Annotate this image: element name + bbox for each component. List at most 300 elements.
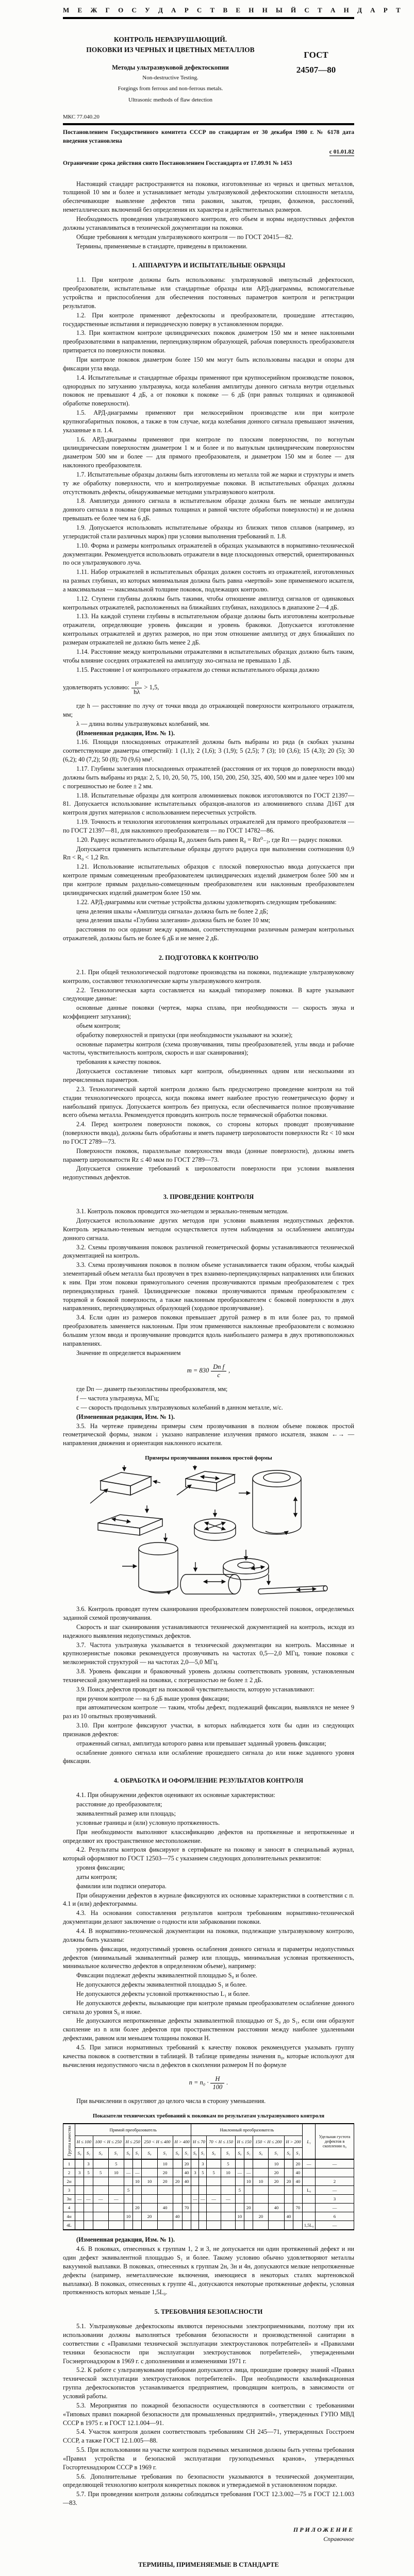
standard-number-line2: 24507—80: [296, 64, 336, 75]
qt-value-cell: [157, 2221, 173, 2230]
qt-header-cell: H ≤ 250: [124, 2136, 142, 2147]
qt-value-cell: 10: [269, 2159, 284, 2168]
formula-lhs: m = 830: [187, 1367, 209, 1375]
qt-value-cell: [93, 2204, 108, 2212]
paragraph: ослабление донного сигнала или ослабление прошедшего сигнала до или ниже заданного уровня фиксации.: [63, 1749, 354, 1765]
qt-value-cell: 10: [235, 2212, 244, 2221]
formula-denominator: 100: [212, 2083, 223, 2091]
mks-rule: [63, 123, 354, 125]
paragraph: даты контроля;: [76, 1873, 118, 1880]
formula-tail: > 1,5,: [144, 684, 159, 691]
qt-group-cell: 2н: [63, 2177, 75, 2186]
paragraph: обработку поверхностей и припуски (при необходимости указывают на эскизе);: [76, 1031, 293, 1039]
paragraph: 3.8. Уровень фиксации и браковочный уровень должны соответствовать уровням, установленным технической документацией на поковки, с погрешностью не более ± 2 дБ.: [63, 1668, 354, 1684]
qt-value-cell: 1,5L₀: [303, 2221, 316, 2230]
qt-value-cell: —: [84, 2195, 93, 2204]
qt-value-cell: 10: [221, 2168, 236, 2177]
qt-value-cell: [269, 2186, 284, 2195]
paragraph: Скорость и шаг сканирования устанавливаются технической документацией на контроль, исходя из надежного выявления недопустимых дефектов.: [63, 1623, 354, 1639]
paragraph: 3.3. Схема прозвучивания поковок в полном объеме устанавливается таким образом, чтобы каждый элементарный объем металла был прозвучен в трех взаимно-перпендикулярных направлениях или близких к ним. При этом поковки прямоугольного сечения прозвучиваются прямым преобразователем с трех перпендикулярных граней. Цилиндрические поковки прозвучиваются прямым преобразователем с торцевой и боковой поверхности, а также наклонным преобразователем с боковой поверхности в двух направлениях, перпендикулярных образующей (хордовое прозвучивание).: [63, 1261, 354, 1312]
qt-value-cell: —: [124, 2168, 133, 2177]
qt-header-cell: Наклонный преобразователь: [191, 2124, 303, 2136]
paragraph: требования к качеству поковок.: [76, 1058, 161, 1066]
qt-header-cell: S₁: [108, 2147, 124, 2159]
figure-wrap: [63, 1465, 354, 1600]
qt-value-cell: —: [93, 2195, 108, 2204]
decree-text: Постановлением Государственного комитета СССР по стандартам от 30 декабря 1980 г. № 6178 дата введения установлена: [63, 129, 354, 144]
qt-value-cell: [133, 2195, 142, 2204]
paragraph: Фиксации подлежат дефекты эквивалентной площадью S₀ и более.: [76, 1972, 257, 1979]
qt-value-cell: 40: [269, 2204, 284, 2212]
qt-value-cell: [253, 2221, 269, 2230]
paragraph: где Dп — диаметр пьезопластины преобразователя, мм;: [76, 1385, 228, 1393]
qt-value-cell: [253, 2204, 269, 2212]
title-column: [63, 35, 278, 105]
paragraph: 1.13. На каждой ступени глубины в испытательном образце должны быть изготовлены контрольные отражатели, определяющие уровень фиксации и уровень браковки. Допускается изготовление контрольных отражателей и других размеров, но при этом отношение амплитуд от двух ближайших по размерам отражателей не должно быть менее 2 дБ.: [63, 613, 354, 646]
qt-value-cell: 20: [142, 2212, 157, 2221]
table-or-figure-caption: Примеры прозвучивания поковок простой формы: [145, 1455, 272, 1462]
qt-value-cell: 10: [244, 2177, 253, 2186]
qt-value-cell: 20: [269, 2168, 284, 2177]
paragraph: 3.9. Поиск дефектов проводят на поисковой чувствительности, которую устанавливают:: [76, 1685, 315, 1693]
qt-value-cell: [316, 2168, 354, 2177]
paragraph: 1.21. Использование испытательных образцов с плоской поверхностью ввода допускается при контроле прямым совмещенным преобразователем цилиндрических изделий диаметром более 500 мм и при контроле прямым раздельно-совмещенным преобразователем или наклонным преобразователем цилиндрических изделий диаметром более 150 мм.: [63, 863, 354, 896]
formula-fraction: [211, 1363, 226, 1379]
qt-value-cell: 70: [182, 2204, 191, 2212]
paragraph: 1.15. Расстояние l от контрольного отражателя до стенки испытательного образца должно: [76, 666, 320, 673]
qt-value-cell: 6: [316, 2212, 354, 2221]
qt-header-cell: Группа качества: [63, 2124, 75, 2159]
qt-value-cell: 70: [293, 2204, 303, 2212]
qt-value-cell: [207, 2212, 221, 2221]
qt-group-cell: 4н: [63, 2212, 75, 2221]
qt-value-cell: [303, 2204, 316, 2212]
qt-value-cell: [124, 2221, 133, 2230]
qt-value-cell: 10: [108, 2168, 124, 2177]
qt-header-cell: H ≤ 150: [235, 2136, 253, 2147]
formula-lhs: n = n₀ ·: [189, 2079, 209, 2087]
header-rule: [63, 17, 354, 19]
qt-value-cell: 5: [108, 2159, 124, 2168]
qt-value-cell: [253, 2159, 269, 2168]
paragraph: 1.19. Точность и технология изготовления контрольных отражателей для прямого преобразователя — по ГОСТ 21397—81, для наклонного преобразователя — по ГОСТ 14782—86.: [63, 818, 354, 834]
standard-number: [278, 35, 354, 105]
qt-value-cell: 10: [253, 2177, 269, 2186]
qt-value-cell: [199, 2177, 207, 2186]
qt-value-cell: [303, 2195, 316, 2204]
qt-value-cell: 40: [293, 2177, 303, 2186]
appendix-kind: Справочное: [323, 2535, 354, 2543]
qt-value-cell: [75, 2212, 84, 2221]
paragraph: 1.12. Ступени глубины должны быть такими, чтобы отношение амплитуд сигналов от одинаковых контрольных отражателей, расположенных на ближайших глубинах, находилось в диапазоне 2—4 дБ.: [63, 595, 354, 611]
qt-header-cell: S₁: [133, 2147, 142, 2159]
paragraph: 1.17. Глубины залегания плоскодонных отражателей (расстояния от их торцов до поверхности ввода) должны быть выбраны из ряда: 2, 5, 10, 20, 50, 75, 100, 150, 200, 250, 325, 400, 500 мм и далее через 100 мм с погрешностью не более ± 2 мм.: [63, 765, 354, 790]
paragraph: 5.1. Ультразвуковые дефектоскопы являются переносными электроприемниками, поэтому при их использовании должны выполняться требования безопасности и производственной санитарии в соответствии с «Правилами технической эксплуатации электроустановок потребителей» и «Правилами техники безопасности при эксплуатации электроустановок потребителей», утвержденными Госэнергонадзором в 1969 г. с дополнениями и изменениями 1971 г.: [63, 2323, 354, 2365]
qt-value-cell: [191, 2212, 199, 2221]
qt-value-cell: [93, 2177, 108, 2186]
qt-value-cell: [142, 2195, 157, 2204]
paragraph: объем контроля;: [76, 1022, 121, 1029]
qt-group-cell: 4: [63, 2204, 75, 2212]
paragraph: 1.5. АРД-диаграммы применяют при мелкосерийном производстве или при контроле крупногабаритных поковок, а также в том случае, когда колебания донного сигнала превышают значения, указанные в п. 1.4.: [63, 409, 354, 434]
paragraph: 1.7. Испытательные образцы должны быть изготовлены из металла той же марки и структуры и иметь ту же обработку поверхности, что и контролируемые поковки. В испытательных образцах должны отсутствовать дефекты, обнаруживаемые методами ультразвукового контроля.: [63, 470, 354, 496]
paragraph: 4.2. Результаты контроля фиксируют в сертификате на поковку и заносят в специальный журнал, который оформляют по ГОСТ 12503—75 с указанием следующих дополнительных реквизитов:: [63, 1846, 354, 1862]
formula-fraction: [210, 2075, 224, 2091]
qt-value-cell: —: [316, 2186, 354, 2195]
qt-value-cell: [75, 2186, 84, 2195]
qt-value-cell: —: [221, 2195, 236, 2204]
qt-value-cell: [284, 2204, 293, 2212]
qt-value-cell: [75, 2177, 84, 2186]
paragraph: Не допускаются непротяженные дефекты эквивалентной площадью от S₀ до S₁, если они образуют скопление из n или более дефектов при пространственном расстоянии между наиболее удаленными дефектами, равном или меньшем толщины поковки H.: [63, 2017, 354, 2042]
paragraph: 1.2. При контроле применяют дефектоскопы и преобразователи, прошедшие аттестацию, государственные испытания и периодическую поверку в установленном порядке.: [63, 311, 354, 328]
qt-value-cell: [93, 2159, 108, 2168]
section-heading: 4. ОБРАБОТКА И ОФОРМЛЕНИЕ РЕЗУЛЬТАТОВ КОНТРОЛЯ: [113, 1777, 304, 1785]
paragraph: фамилии или подписи оператора.: [76, 1882, 167, 1890]
qt-value-cell: 5: [221, 2159, 236, 2168]
paragraph: 3.4. Если один из размеров поковки превышает другой размер в m или более раз, то прямой преобразователь заменяется наклонным. При этом применяются наклонные преобразователи с возможно большим углом ввода и прозвучивание проводится вдоль наибольшего размера в двух противоположных направлениях.: [63, 1314, 354, 1347]
formula-denominator: c: [217, 1371, 220, 1379]
qt-value-cell: 5: [207, 2168, 221, 2177]
qt-header-cell: S₀: [142, 2147, 157, 2159]
qt-value-cell: [108, 2212, 124, 2221]
qt-value-cell: [173, 2186, 182, 2195]
qt-value-cell: [284, 2221, 293, 2230]
paragraph: Допускается снижение требований к шероховатости поверхности при условии выявления недопустимых дефектов.: [63, 1165, 354, 1181]
qt-value-cell: [253, 2168, 269, 2177]
qt-value-cell: [142, 2159, 157, 2168]
qt-value-cell: [191, 2221, 199, 2230]
qt-value-cell: [84, 2177, 93, 2186]
qt-value-cell: [84, 2186, 93, 2195]
qt-value-cell: [182, 2195, 191, 2204]
qt-header-cell: 250 < H ≤ 400: [142, 2136, 173, 2147]
qt-value-cell: [207, 2186, 221, 2195]
qt-value-cell: [293, 2212, 303, 2221]
qt-value-cell: 40: [157, 2204, 173, 2212]
qt-header-cell: S₀: [235, 2147, 244, 2159]
qt-value-cell: [124, 2177, 133, 2186]
qt-value-cell: [75, 2221, 84, 2230]
qt-value-cell: [207, 2177, 221, 2186]
paragraph: 4.6. В поковках, отнесенных к группам 1, 2 и 3, не допускается ни один протяженный дефект и ни один дефект эквивалентной площадью S₁ и более. Такому условию обычно удовлетворяют металлы вакуумной выплавки. В поковках, отнесенных к группам 2н, 3н и 4н, допускаются мелкие непротяженные дефекты (например, неметаллические включения, имеющиеся в некоторых сталях мартеновской выплавки). В поковках, отнесенных к группе 4L, допускаются некоторые протяженные дефекты, условная протяженность которых меньше 1,5L₀.: [63, 2245, 354, 2296]
qt-header-cell: S₁: [157, 2147, 173, 2159]
qt-value-cell: [253, 2195, 269, 2204]
qt-header-cell: L₁: [303, 2124, 316, 2159]
qt-value-cell: 2: [316, 2177, 354, 2186]
section-heading: 5. ТРЕБОВАНИЯ БЕЗОПАСНОСТИ: [154, 2308, 263, 2316]
qt-header-cell: 70 < H ≤ 150: [207, 2136, 235, 2147]
quality-table: [63, 2123, 354, 2230]
qt-value-cell: 10: [157, 2159, 173, 2168]
title-english-line3: Ultrasonic methods of flaw detection: [128, 96, 213, 103]
paragraph: Настоящий стандарт распространяется на поковки, изготовленные из черных и цветных металлов, толщиной 10 мм и более и устанавливает методы ультразвуковой дефектоскопии сплошности металла, обеспечивающие выявление дефектов типа раковин, закатов, трещин, флокенов, расслоений, неметаллических включений без определения их характера и действительных размеров.: [63, 180, 354, 214]
qt-header-cell: S₁: [221, 2147, 236, 2159]
qt-value-cell: 40: [182, 2177, 191, 2186]
qt-header-cell: S₁: [84, 2147, 93, 2159]
qt-value-cell: [221, 2177, 236, 2186]
qt-header-cell: Удельная густота дефектов в скоплении n₀: [316, 2124, 354, 2159]
qt-value-cell: [173, 2168, 182, 2177]
qt-header-cell: S₀: [253, 2147, 269, 2159]
qt-value-cell: [133, 2221, 142, 2230]
formula-fraction: [131, 680, 142, 696]
qt-value-cell: 20: [284, 2177, 293, 2186]
paragraph: уровень фиксации, недопустимый уровень ослабления донного сигнала и параметры недопустимых дефектов (минимальный эквивалентный размер или площадь, минимальная условная протяженность, минимальное количество дефектов в определенном объеме), например:: [63, 1945, 354, 1970]
qt-value-cell: [173, 2221, 182, 2230]
qt-value-cell: —: [108, 2195, 124, 2204]
qt-header-cell: 100 < H ≤ 250: [93, 2136, 124, 2147]
qt-value-cell: [199, 2212, 207, 2221]
qt-value-cell: [221, 2212, 236, 2221]
paragraph: 1.1. При контроле должны быть использованы: ультразвуковой импульсный дефектоскоп, преобразователи, испытательные или стандартные образцы или АРД-диаграммы, вспомогательные устройства и приспособления для обеспечения постоянных параметров контроля и регистрации результатов.: [63, 276, 354, 310]
qt-value-cell: [235, 2159, 244, 2168]
standard-banner: М Е Ж Г О С У Д А Р С Т В Е Н Н Ы Й С Т А Н Д А Р Т: [63, 6, 404, 14]
qt-value-cell: [157, 2186, 173, 2195]
qt-value-cell: 5: [124, 2186, 133, 2195]
qt-header-cell: H ≤ 100: [75, 2136, 93, 2147]
qt-value-cell: [207, 2159, 221, 2168]
paragraph: c — скорость продольных ультразвуковых колебаний в данном металле, м/с.: [76, 1403, 283, 1411]
qt-value-cell: [182, 2186, 191, 2195]
formula: [63, 680, 354, 696]
formula-tail: .: [226, 2079, 228, 2087]
qt-value-cell: [173, 2159, 182, 2168]
qt-value-cell: [142, 2204, 157, 2212]
qt-header-cell: S₀: [207, 2147, 221, 2159]
qt-value-cell: [244, 2221, 253, 2230]
qt-value-cell: [207, 2221, 221, 2230]
qt-value-cell: [182, 2212, 191, 2221]
paragraph: При необходимости выполняют классификацию дефектов на протяженные и непротяженные и определяют их пространственное местоположение.: [63, 1828, 354, 1844]
qt-value-cell: 40: [284, 2212, 293, 2221]
qt-value-cell: [142, 2186, 157, 2195]
section-heading: 3. ПРОВЕДЕНИЕ КОНТРОЛЯ: [163, 1193, 254, 1201]
qt-group-cell: 3: [63, 2186, 75, 2195]
paragraph: 1.18. Испытательные образцы для контроля алюминиевых поковок изготовляются по ГОСТ 21397—81. Допускается использование испытательных образцов-аналогов из алюминиевого сплава Д16Т для контроля других материалов с использованием пересчетных устройств.: [63, 791, 354, 817]
qt-value-cell: [284, 2159, 293, 2168]
paragraph: при автоматическом контроле — таким, чтобы дефект, подлежащий фиксации, выявлялся не менее 9 раз из 10 опытных прозвучиваний.: [63, 1704, 354, 1720]
title-english-line2: Forgings from ferrous and non-ferrous metals.: [118, 86, 223, 92]
paragraph: 1.9. Допускается использовать испытательные образцы из близких типов сплавов (например, из углеродистой стали различных марок) при условии выполнения требований п. 1.8.: [63, 524, 354, 540]
effective-date-value: с 01.01.82: [329, 148, 354, 155]
qt-value-cell: [191, 2159, 199, 2168]
qt-value-cell: 3: [316, 2195, 354, 2204]
qt-value-cell: [284, 2186, 293, 2195]
qt-value-cell: [124, 2195, 133, 2204]
paragraph: Допускается использование других методов при условии выявления недопустимых дефектов. Контроль зеркально-теневым методом осуществляется путем наблюдения за ослаблением амплитуды донного сигнала.: [63, 1216, 354, 1242]
qt-value-cell: [235, 2195, 244, 2204]
qt-value-cell: 5: [235, 2186, 244, 2195]
qt-value-cell: [199, 2204, 207, 2212]
qt-value-cell: 20: [253, 2212, 269, 2221]
paragraph: 1.14. Расстояние между контрольными отражателями в испытательных образцах должно быть таким, чтобы влияние соседних отражателей на амплитуду эхо-сигнала не превышало 1 дБ.: [63, 648, 354, 664]
qt-value-cell: 20: [293, 2159, 303, 2168]
qt-value-cell: —: [207, 2195, 221, 2204]
qt-value-cell: —: [75, 2195, 84, 2204]
paragraph: отраженный сигнал, амплитуда которого равна или превышает заданный уровень фиксации;: [76, 1739, 326, 1747]
qt-value-cell: [133, 2212, 142, 2221]
qt-value-cell: [303, 2212, 316, 2221]
qt-value-cell: 20: [269, 2177, 284, 2186]
qt-group-cell: 2: [63, 2168, 75, 2177]
paragraph: 1.22. АРД-диаграммы или счетные устройства должны удовлетворять следующим требованиям:: [76, 898, 337, 906]
qt-value-cell: 20: [182, 2159, 191, 2168]
paragraph: 3.7. Частота ультразвука указывается в технической документации на контроль. Массивные и крупнозернистые поковки рекомендуется прозвучивать на частотах 0,5—2,0 МГц, тонкие поковки с мелкозернистой структурой — на частотах 2,0—5,0 МГц.: [63, 1641, 354, 1666]
qt-value-cell: [199, 2221, 207, 2230]
paragraph: Поверхности поковок, параллельные поверхностям ввода (донные поверхности), должны иметь параметр шероховатости Rz ≤ 40 мкм по ГОСТ 2789—73.: [63, 1147, 354, 1163]
qt-value-cell: 10: [124, 2212, 133, 2221]
paragraph: Не допускаются дефекты эквивалентной площадью S₁ и более.: [76, 1981, 247, 1989]
paragraph: 5.4. Участок контроля должен соответствовать требованиям СН 245—71, утвержденных Госстроем СССР, а также ГОСТ 12.1.005—88.: [63, 2428, 354, 2445]
document-title-line1: КОНТРОЛЬ НЕРАЗРУШАЮЩИЙ.: [113, 36, 227, 43]
qt-value-cell: 20: [133, 2204, 142, 2212]
qt-value-cell: [207, 2204, 221, 2212]
paragraph: 2.1. При общей технологической подготовке производства на поковки, подлежащие ультразвуковому контролю, составляют технологические карты ультразвукового контроля.: [63, 968, 354, 985]
qt-value-cell: [221, 2221, 236, 2230]
qt-value-cell: [84, 2204, 93, 2212]
qt-value-cell: [75, 2204, 84, 2212]
paragraph: 1.20. Радиус испытательного образца R₀ должен быть равен R₀ = Rп⁰₋₂, где Rп — радиус поковки.: [76, 836, 343, 843]
qt-header-cell: H ≤ 70: [191, 2136, 207, 2147]
qt-value-cell: [293, 2186, 303, 2195]
qt-value-cell: [284, 2168, 293, 2177]
qt-value-cell: [235, 2177, 244, 2186]
document-title-line2: ПОКОВКИ ИЗ ЧЕРНЫХ И ЦВЕТНЫХ МЕТАЛЛОВ: [86, 46, 255, 54]
appendix-header: [63, 2525, 354, 2544]
paragraph: основные данные поковки (чертеж, марка сплава, при необходимости — скорость звука и коэффициент затухания);: [63, 1004, 354, 1021]
qt-value-cell: —: [191, 2195, 199, 2204]
qt-value-cell: 20: [157, 2177, 173, 2186]
forging-sounding-schemes-figure: [64, 1465, 353, 1597]
formula-tail: ,: [228, 1367, 230, 1375]
qt-value-cell: [269, 2221, 284, 2230]
qt-value-cell: [108, 2186, 124, 2195]
qt-value-cell: 10: [133, 2177, 142, 2186]
qt-value-cell: 3: [191, 2168, 199, 2177]
qt-value-cell: [133, 2159, 142, 2168]
paragraph: Необходимость проведения ультразвукового контроля, его объем и нормы недопустимых дефектов должны устанавливаться в технической документации на поковки.: [63, 215, 354, 231]
paragraph: Не допускаются дефекты условной протяженностью L₁ и более.: [76, 1990, 250, 1997]
qt-header-cell: S₀: [173, 2147, 182, 2159]
qt-value-cell: [108, 2177, 124, 2186]
qt-value-cell: [303, 2168, 316, 2177]
qt-group-cell: 3н: [63, 2195, 75, 2204]
section-heading: 1. АППАРАТУРА И ИСПЫТАТЕЛЬНЫЕ ОБРАЗЦЫ: [131, 262, 286, 269]
qt-value-cell: [199, 2186, 207, 2195]
appendix-label: ПРИЛОЖЕНИЕ: [293, 2526, 354, 2533]
qt-value-cell: [124, 2204, 133, 2212]
qt-value-cell: 20: [173, 2177, 182, 2186]
paragraph: при ручном контроле — на 6 дБ выше уровня фиксации;: [76, 1694, 229, 1702]
mks-code: МКС 77.040.20: [63, 114, 100, 121]
title-block: [63, 35, 354, 105]
paragraph: 1.10. Форма и размеры контрольных отражателей в образцах указываются в нормативно-технической документации. Рекомендуется использовать отражатели в виде плоскодонных отверстий, ориентированных по оси ультразвукового луча.: [63, 541, 354, 567]
qt-header-cell: S₁: [182, 2147, 191, 2159]
qt-value-cell: —: [316, 2221, 354, 2230]
qt-value-cell: —: [303, 2159, 316, 2168]
paragraph: 3.1. Контроль поковок проводится эхо-методом и зеркально-теневым методом.: [76, 1208, 289, 1215]
qt-value-cell: —: [244, 2168, 253, 2177]
qt-value-cell: 10: [142, 2177, 157, 2186]
amendment-note: (Измененная редакция, Изм. № 1).: [76, 1413, 175, 1420]
qt-value-cell: —: [316, 2204, 354, 2212]
paragraph: 4.5. При записи нормативных требований к качеству поковок рекомендуется указывать группу качества поковок в соответствии в таблицей. В таблице приведены значения n₀, которые используют для вычисления недопустимого числа n дефектов в скоплении размером H по формуле: [63, 2043, 354, 2069]
paragraph: Допускается составление типовых карт контроля, объединенных одним или несколькими из перечисленных параметров.: [63, 1067, 354, 1083]
qt-value-cell: [173, 2195, 182, 2204]
qt-value-cell: [157, 2195, 173, 2204]
paragraph: Не допускаются дефекты, вызывающие при контроле прямым преобразователем ослабление донного сигнала до уровня S₀ и ниже.: [63, 1999, 354, 2015]
paragraph: цена деления шкалы «Амплитуда сигнала» должна быть не более 2 дБ;: [76, 907, 269, 915]
qt-value-cell: L₀: [303, 2186, 316, 2195]
section-heading: 2. ПОДГОТОВКА К КОНТРОЛЮ: [158, 954, 259, 961]
qt-header-cell: S₀: [124, 2147, 133, 2159]
qt-value-cell: [244, 2186, 253, 2195]
paragraph: условные границы и (или) условную протяженность.: [76, 1819, 220, 1826]
qt-value-cell: —: [316, 2159, 354, 2168]
qt-value-cell: [221, 2186, 236, 2195]
qt-value-cell: 40: [173, 2212, 182, 2221]
qt-value-cell: [142, 2221, 157, 2230]
qt-header-cell: S₁: [293, 2147, 303, 2159]
qt-value-cell: [157, 2212, 173, 2221]
qt-header-cell: S₀: [93, 2147, 108, 2159]
paragraph: расстояния по оси ординат между кривыми, соответствующими различным размерам контрольных отражателей, должны быть не более 6 дБ и не менее 2 дБ.: [63, 926, 354, 942]
qt-header-cell: S₀: [191, 2147, 199, 2159]
qt-value-cell: [293, 2221, 303, 2230]
formula-lhs: удовлетворять условию:: [63, 684, 130, 691]
formula-numerator: H: [210, 2075, 224, 2083]
paragraph: При обнаружении дефектов в журнале фиксируются их основные характеристики в соответствии с п. 4.1 и (или) дефектограммы.: [63, 1891, 354, 1908]
qt-header-cell: S₁: [269, 2147, 284, 2159]
qt-value-cell: [235, 2204, 244, 2212]
paragraph: цена деления шкалы «Глубина залегания» должна быть не более 10 мм;: [76, 917, 271, 924]
paragraph: 5.3. Мероприятия по пожарной безопасности осуществляются в соответствии с требованиями «Типовых правил пожарной безопасности для промышленных предприятий», утвержденных ГУПО МВД СССР в 1975 г. и ГОСТ 12.1.004—91.: [63, 2401, 354, 2427]
paragraph: эквивалентный размер или площадь;: [76, 1810, 176, 1817]
qt-header-cell: S₀: [284, 2147, 293, 2159]
qt-value-cell: 20: [157, 2168, 173, 2177]
qt-header-cell: S₁: [244, 2147, 253, 2159]
qt-value-cell: —: [133, 2168, 142, 2177]
qt-value-cell: [182, 2221, 191, 2230]
paragraph: 3.10. При контроле фиксируют участки, в которых наблюдается хотя бы один из следующих признаков дефектов:: [63, 1722, 354, 1738]
amendment-note: (Измененная редакция, Изм. № 1).: [76, 2236, 175, 2244]
qt-group-cell: 4L: [63, 2221, 75, 2230]
qt-value-cell: [75, 2159, 84, 2168]
qt-value-cell: 20: [244, 2204, 253, 2212]
qt-value-cell: [173, 2204, 182, 2212]
qt-value-cell: 5: [84, 2168, 93, 2177]
qt-value-cell: [191, 2204, 199, 2212]
qt-value-cell: [253, 2186, 269, 2195]
qt-value-cell: [133, 2186, 142, 2195]
paragraph: f — частота ультразвука, МГц;: [76, 1395, 159, 1402]
paragraph: 3.5. На чертеже приведены примеры схем прозвучивания в полном объеме поковок простой геометрической формы, знаком ↓ указано направление излучения прямого искателя, знаком ←→ — направления движения и ориентация наклонного искателя.: [63, 1422, 354, 1447]
amendment-note: (Измененная редакция, Изм. № 1).: [76, 729, 175, 737]
qt-value-cell: [108, 2204, 124, 2212]
appendix-title: ТЕРМИНЫ, ПРИМЕНЯЕМЫЕ В СТАНДАРТЕ: [138, 2561, 279, 2568]
paragraph: 1.3. При контактном контроле цилиндрических поковок диаметром 150 мм и менее наклонными преобразователями в направлении, перпендикулярном образующей, рабочая поверхность преобразователя притирается по поверхности поковки.: [63, 329, 354, 354]
standard-number-line1: ГОСТ: [304, 50, 328, 60]
qt-value-cell: [108, 2221, 124, 2230]
formula: [63, 1363, 354, 1379]
paragraph: 2.3. Технологической картой контроля должно быть предусмотрено проведение контроля на той стадии технологического процесса, когда поковка имеет наиболее простую геометрическую форму и наибольший припуск. Допускается контроль без припуска, если обеспечивается полное прозвучивание всего объема металла. Рекомендуется проводить контроль после термической обработки поковки.: [63, 1085, 354, 1119]
qt-value-cell: [191, 2177, 199, 2186]
qt-value-cell: [93, 2221, 108, 2230]
qt-value-cell: [93, 2212, 108, 2221]
qt-value-cell: [84, 2221, 93, 2230]
paragraph: 5.7. При проведении контроля должны соблюдаться требования ГОСТ 12.3.002—75 и ГОСТ 12.1.003—83.: [63, 2490, 354, 2507]
